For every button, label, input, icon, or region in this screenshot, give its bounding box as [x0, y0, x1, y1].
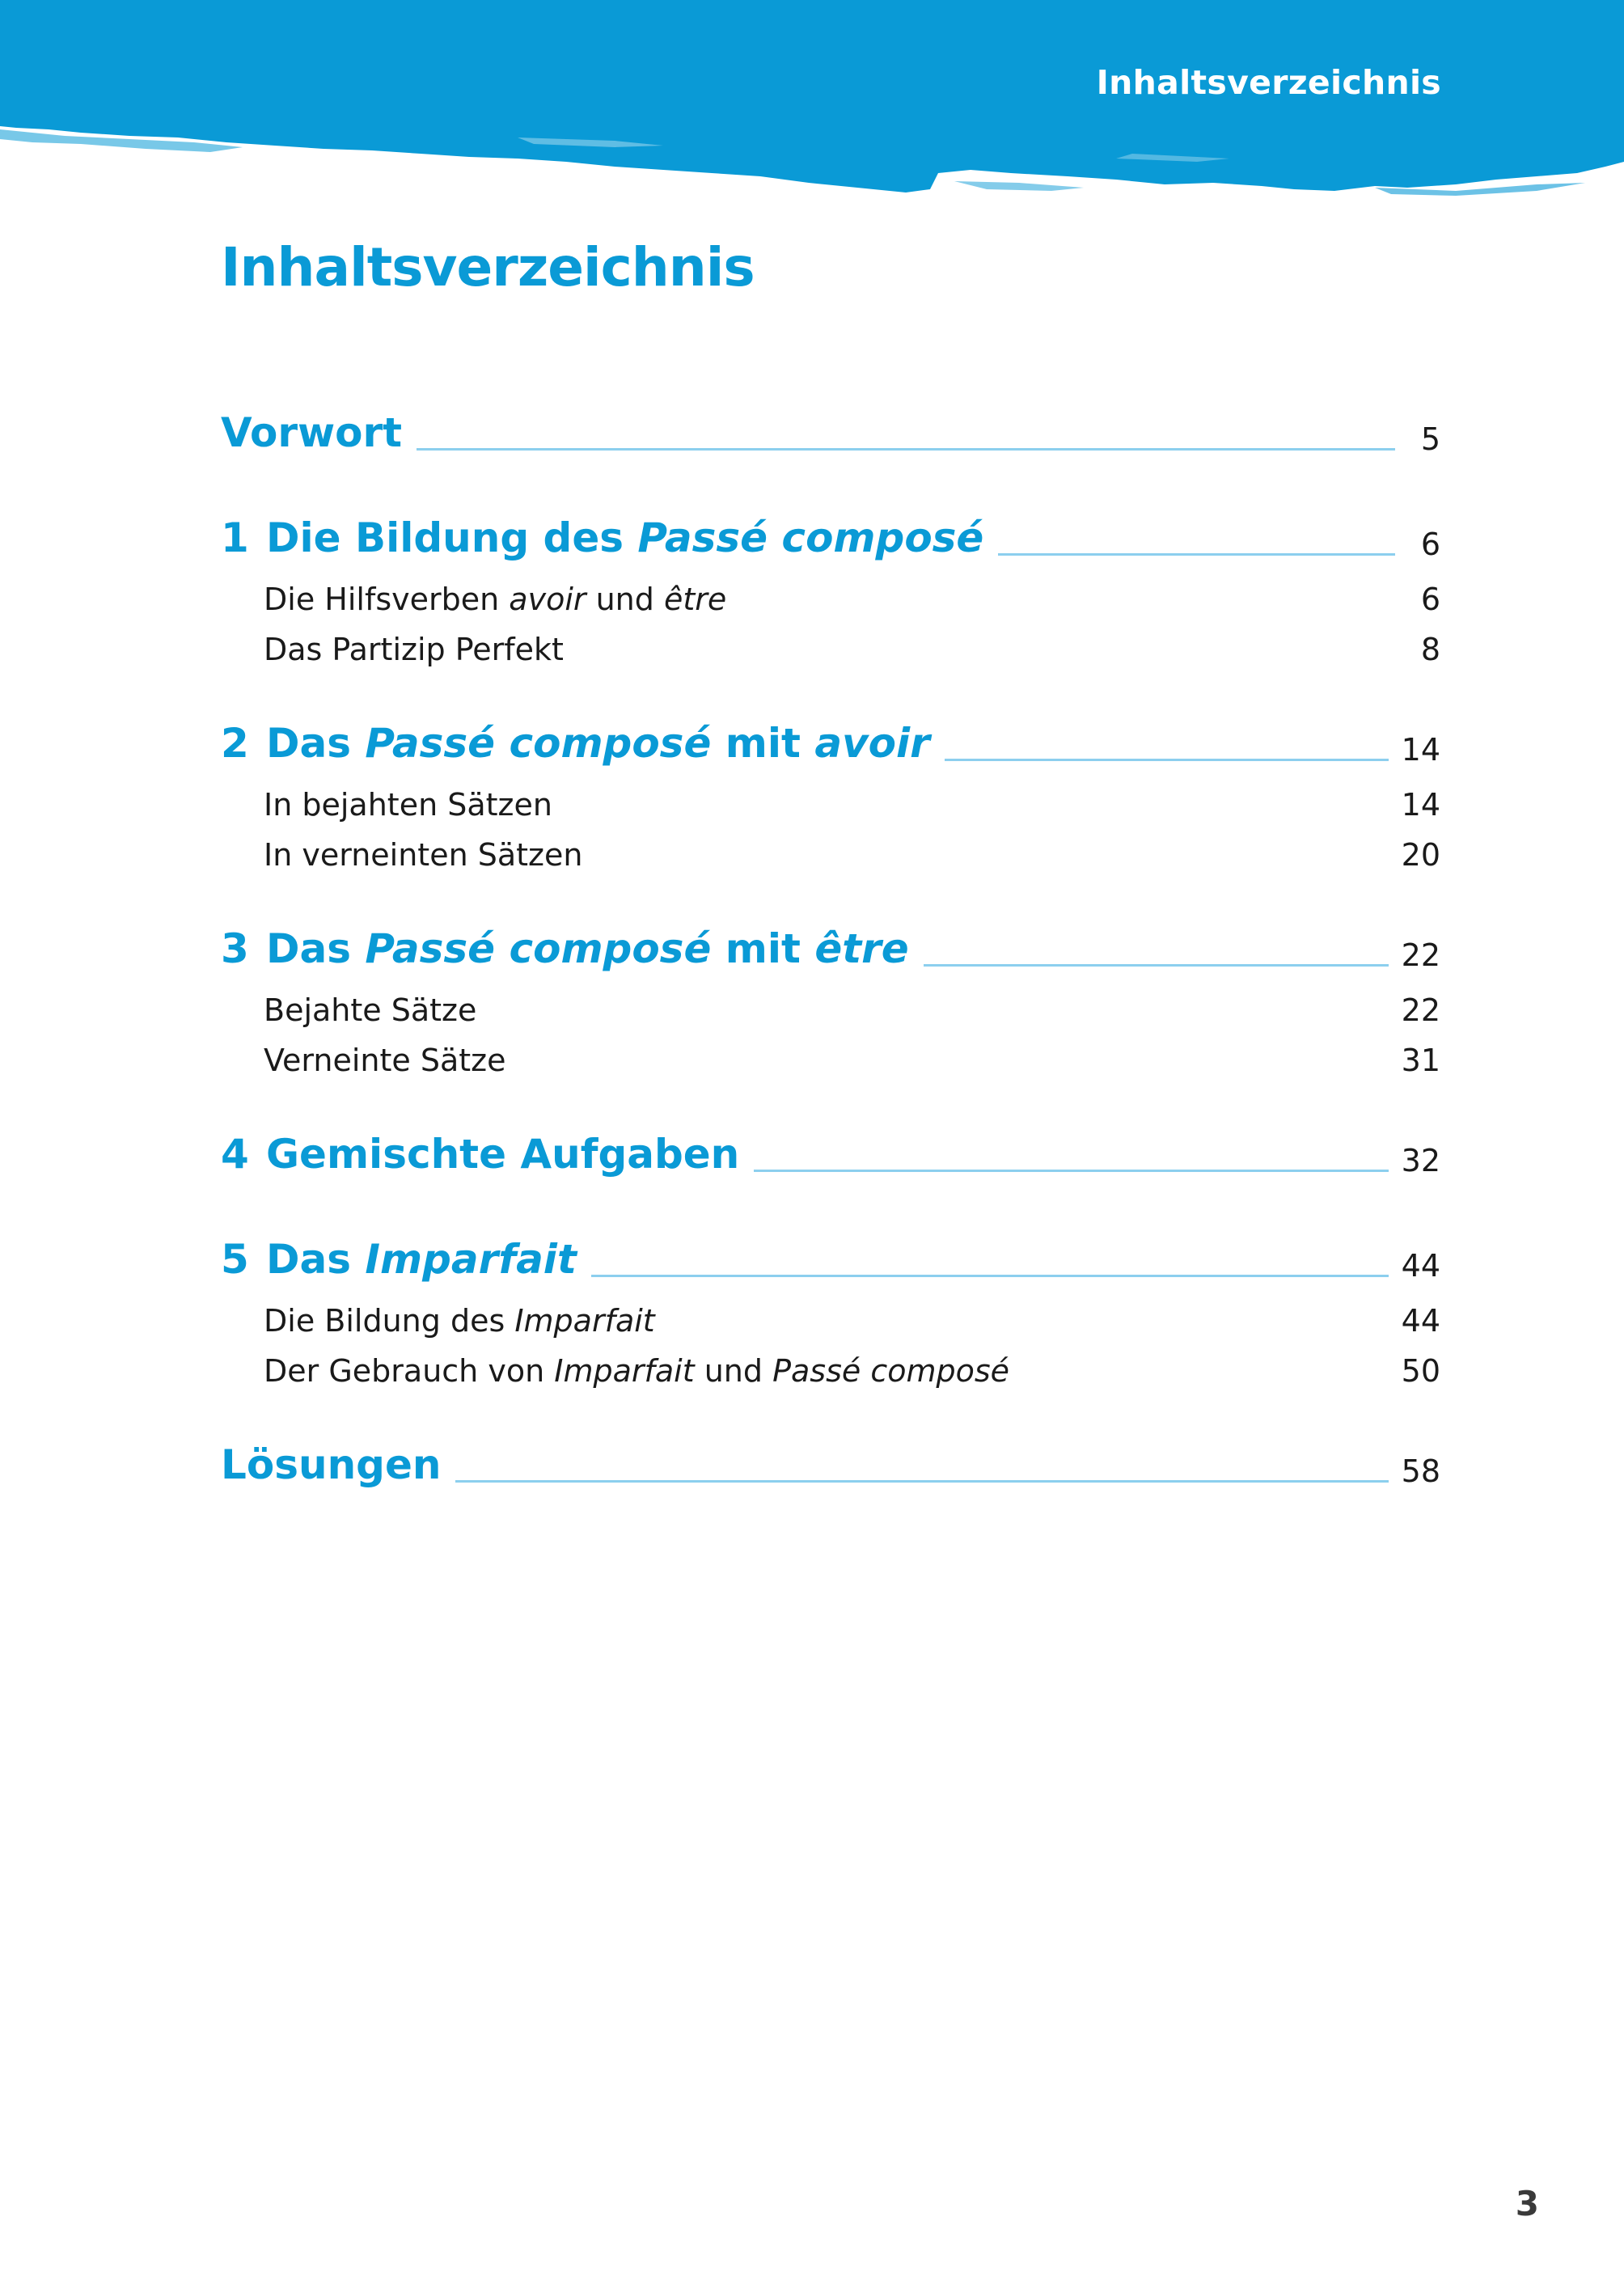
toc-entry-label: 3 Das Passé composé mit être [221, 925, 909, 972]
chapter-number: 1 [221, 514, 249, 561]
toc-subentry-label: Der Gebrauch von Imparfait und Passé composé [264, 1353, 1010, 1389]
running-header-label: Inhaltsverzeichnis [1096, 63, 1441, 102]
toc-page-number: 22 [1401, 937, 1440, 973]
toc-subentry[interactable] [221, 1346, 1440, 1396]
toc-subentry[interactable] [221, 1035, 1440, 1085]
header-band [0, 0, 1624, 210]
toc-page-number: 5 [1420, 421, 1440, 457]
toc-entry-label: 4 Gemischte Aufgaben [221, 1131, 740, 1178]
chapter-number: 4 [221, 1131, 249, 1178]
toc-page-number: 50 [1401, 1353, 1440, 1389]
brush-stroke-band [0, 0, 1624, 210]
page-title: Inhaltsverzeichnis [221, 236, 755, 298]
toc-page-number: 14 [1401, 787, 1440, 823]
dot-leader-line [455, 1480, 1388, 1483]
toc-subentry-label: Die Bildung des Imparfait [264, 1303, 655, 1339]
toc-entry-chapter-3[interactable] [221, 912, 1440, 985]
toc-entry-label [221, 514, 983, 561]
toc-entry-chapter-2[interactable] [221, 707, 1440, 780]
toc-entry-label: Vorwort [221, 409, 403, 456]
toc-subentry[interactable] [221, 574, 1440, 624]
toc-page-number: 8 [1420, 632, 1440, 667]
toc-subentry[interactable] [221, 624, 1440, 675]
toc-entry-label: Lösungen [221, 1441, 442, 1488]
toc-subentry-label: Bejahte Sätze [264, 992, 477, 1028]
toc-entry-loesungen[interactable] [221, 1428, 1440, 1501]
table-of-contents [221, 396, 1440, 1501]
dot-leader-line [591, 1275, 1389, 1277]
dot-leader-line [945, 759, 1389, 761]
toc-entry-label: 5 Das Imparfait [221, 1236, 577, 1283]
toc-page-number: 31 [1401, 1043, 1440, 1078]
toc-entry-chapter-5[interactable] [221, 1223, 1440, 1296]
toc-entry-label: 2 Das Passé composé mit avoir [221, 720, 930, 767]
label-text: Die Bildung des [266, 514, 638, 561]
toc-subentry[interactable] [221, 780, 1440, 830]
chapter-number: 5 [221, 1236, 249, 1283]
toc-page-number: 14 [1401, 732, 1440, 768]
page-number: 3 [1515, 2184, 1539, 2223]
toc-page-number: 6 [1420, 527, 1440, 562]
dot-leader-line [417, 448, 1395, 451]
toc-subentry-label: Das Partizip Perfekt [264, 632, 564, 667]
toc-page-number: 20 [1401, 837, 1440, 873]
chapter-number: 2 [221, 720, 249, 767]
toc-entry-chapter-4[interactable] [221, 1118, 1440, 1191]
toc-page-number: 32 [1401, 1143, 1440, 1178]
toc-subentry-label: Verneinte Sätze [264, 1043, 506, 1078]
toc-subentry-label: In verneinten Sätzen [264, 837, 583, 873]
toc-subentry[interactable] [221, 830, 1440, 880]
toc-entry-vorwort[interactable] [221, 396, 1440, 469]
toc-page-number: 44 [1401, 1248, 1440, 1284]
dot-leader-line [754, 1170, 1388, 1172]
label-italic: Passé composé [637, 514, 984, 561]
dot-leader-line [998, 553, 1395, 556]
toc-page-number: 22 [1401, 992, 1440, 1028]
toc-entry-chapter-1[interactable] [221, 501, 1440, 574]
toc-page-number: 58 [1401, 1453, 1440, 1489]
toc-page-number: 6 [1420, 582, 1440, 617]
toc-subentry-label: In bejahten Sätzen [264, 787, 552, 823]
toc-page-number: 44 [1401, 1303, 1440, 1339]
dot-leader-line [924, 964, 1389, 967]
chapter-number: 3 [221, 925, 249, 972]
toc-subentry-label: Die Hilfsverben avoir und être [264, 582, 727, 617]
toc-subentry[interactable] [221, 985, 1440, 1035]
toc-subentry[interactable] [221, 1296, 1440, 1346]
